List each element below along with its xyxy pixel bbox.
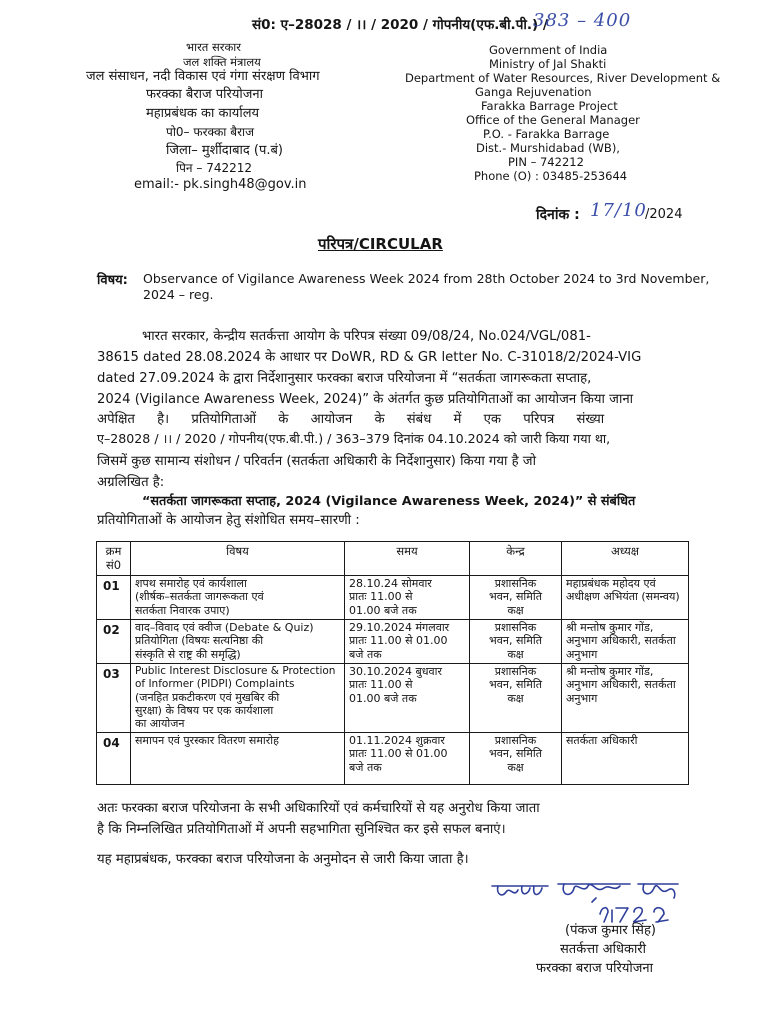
letterhead-hindi-project: फरक्का बैराज परियोजना bbox=[146, 87, 263, 102]
table-header-row bbox=[97, 542, 689, 576]
date-label: दिनांक : bbox=[536, 207, 580, 223]
table-cell-time: 30.10.2024 बुधवार प्रातः 11.00 से 01.00 बजे तक bbox=[345, 664, 470, 733]
table-cell-chair: सतर्कता अधिकारी bbox=[562, 732, 689, 784]
letterhead-hindi-office: महाप्रबंधक का कार्यालय bbox=[146, 106, 260, 121]
table-cell-time: 28.10.24 सोमवार प्रातः 11.00 से 01.00 बजे तक bbox=[345, 576, 470, 620]
signatory-organization: फरक्का बराज परियोजना bbox=[536, 961, 653, 976]
subject-text: Observance of Vigilance Awareness Week 2024 from 28th October 2024 to 3rd November, bbox=[143, 271, 710, 286]
signatory-designation: सतर्कत्ता अधिकारी bbox=[560, 942, 646, 957]
body-line: अग्रलिखित है: bbox=[97, 475, 165, 490]
table-cell-serial: 04 bbox=[97, 732, 131, 784]
table-cell-time: 01.11.2024 शुक्रवार प्रातः 11.00 से 01.00 बजे तक bbox=[345, 732, 470, 784]
table-cell-subject: शपथ समारोह एवं कार्यशाला (शीर्षक–सतर्कता जागरूकता एवं सतर्कता निवारक उपाए) bbox=[131, 576, 345, 620]
letterhead-email: email:- pk.singh48@gov.in bbox=[134, 177, 307, 192]
table-header: अध्यक्ष bbox=[562, 542, 689, 576]
letterhead-english-pin: PIN – 742212 bbox=[508, 155, 584, 169]
body-line: 2024 (Vigilance Awareness Week, 2024)” के अंतर्गत कुछ प्रतियोगिताओं का आयोजन किया जाना bbox=[97, 392, 634, 407]
letterhead-english-ministry: Ministry of Jal Shakti bbox=[489, 57, 607, 71]
body-line: ए–28028 / ।। / 2020 / गोपनीय(एफ.बी.पी.) / 363–379 दिनांक 04.10.2024 को जारी किया गया था, bbox=[97, 431, 611, 446]
table-cell-serial: 02 bbox=[97, 620, 131, 664]
subject-label: विषय: bbox=[97, 273, 128, 288]
closing-line: अतः फरक्का बराज परियोजना के सभी अधिकारियों एवं कर्मचारियों से यह अनुरोध किया जाता bbox=[97, 801, 540, 816]
table-header: समय bbox=[345, 542, 470, 576]
letterhead-english-po: P.O. - Farakka Barrage bbox=[483, 127, 610, 141]
subject-text-cont: 2024 – reg. bbox=[143, 287, 214, 302]
table-cell-chair: श्री मन्तोष कुमार गोंड, अनुभाग अधिकारी, सतर्कता अनुभाग bbox=[562, 664, 689, 733]
table-cell-serial: 03 bbox=[97, 664, 131, 733]
table-cell-chair: श्री मन्तोष कुमार गोंड, अनुभाग अधिकारी, सतर्कता अनुभाग bbox=[562, 620, 689, 664]
table-cell-subject: Public Interest Disclosure & Protection of Informer (PIDPI) Complaints (जनहित प्रकटीकरण एवं मुखबिर की सुरक्षा) के विषय पर एक कार्यशाला का आयोजन bbox=[131, 664, 345, 733]
table-cell-chair: महाप्रबंधक महोदय एवं अधीक्षण अभियंता (समन्वय) bbox=[562, 576, 689, 620]
letterhead-english-govt: Government of India bbox=[489, 43, 608, 57]
table-cell-subject: वाद–विवाद एवं क्वीज (Debate & Quiz) प्रतियोगिता (विषयः सत्यनिष्ठा की संस्कृति से राष्ट्र की समृद्धि) bbox=[131, 620, 345, 664]
handwritten-reference-range: 383 – 400 bbox=[533, 10, 632, 31]
letterhead-english-project: Farakka Barrage Project bbox=[481, 99, 618, 113]
table-cell-serial: 01 bbox=[97, 576, 131, 620]
body-line: जिसमें कुछ सामान्य संशोधन / परिवर्तन (सतर्कता अधिकारी के निर्देशानुसार) किया गया है जो bbox=[97, 454, 537, 469]
letterhead-hindi-department: जल संसाधन, नदी विकास एवं गंगा संरक्षण विभाग bbox=[86, 69, 320, 84]
table-header: क्रम सं0 bbox=[97, 542, 131, 576]
letterhead-english-department-cont: Ganga Rejuvenation bbox=[475, 85, 592, 99]
table-row bbox=[97, 732, 689, 784]
table-row bbox=[97, 620, 689, 664]
table-header: विषय bbox=[131, 542, 345, 576]
body-line-emphasis: “सतर्कता जागरूकता सप्ताह, 2024 (Vigilance Awareness Week, 2024)” से संबंधित bbox=[142, 494, 636, 509]
signatory-name: (पंकज कुमार सिंह) bbox=[565, 923, 656, 938]
letterhead-english-office: Office of the General Manager bbox=[466, 113, 640, 127]
body-line: प्रतियोगिताओं के आयोजन हेतु संशोधित समय–सारणी : bbox=[97, 513, 360, 528]
table-cell-venue: प्रशासनिक भवन, समिति कक्ष bbox=[470, 664, 562, 733]
table-cell-time: 29.10.2024 मंगलवार प्रातः 11.00 से 01.00 बजे तक bbox=[345, 620, 470, 664]
table-row bbox=[97, 664, 689, 733]
date-year: /2024 bbox=[645, 207, 683, 222]
letterhead-hindi-po: पो0– फरक्का बैराज bbox=[166, 125, 254, 139]
letterhead-english-department: Department of Water Resources, River Development & bbox=[405, 71, 721, 85]
body-line: अपेक्षित है। प्रतियोगिताओं के आयोजन के संबंध में एक परिपत्र संख्या bbox=[97, 412, 605, 427]
schedule-table bbox=[96, 541, 689, 785]
letterhead-hindi-district: जिला– मुर्शीदाबाद (प.बं) bbox=[166, 143, 283, 158]
table-cell-subject: समापन एवं पुरस्कार वितरण समारोह bbox=[131, 732, 345, 784]
letterhead-hindi-ministry: जल शक्ति मंत्रालय bbox=[183, 55, 261, 69]
body-line: dated 27.09.2024 के द्वारा निर्देशानुसार फरक्का बराज परियोजना में “सतर्कता जागरूकता सप्ताह, bbox=[97, 371, 592, 386]
reference-number: सं0: ए–28028 / ।। / 2020 / गोपनीय(एफ.बी.पी.) / bbox=[252, 17, 548, 33]
body-line: 38615 dated 28.08.2024 के आधार पर DoWR, RD & GR letter No. C-31018/2/2024-VIG bbox=[97, 350, 642, 365]
closing-line: है कि निम्नलिखित प्रतियोगिताओं में अपनी सहभागिता सुनिश्चित कर इसे सफल बनाएं। bbox=[97, 822, 506, 837]
table-header: केन्द्र bbox=[470, 542, 562, 576]
table-cell-venue: प्रशासनिक भवन, समिति कक्ष bbox=[470, 576, 562, 620]
letterhead-hindi-govt: भारत सरकार bbox=[186, 40, 241, 54]
letterhead-english-district: Dist.- Murshidabad (WB), bbox=[476, 141, 620, 155]
handwritten-date: 17/10 bbox=[590, 200, 647, 221]
table-row bbox=[97, 576, 689, 620]
circular-title: परिपत्र/CIRCULAR bbox=[318, 235, 443, 253]
letterhead-hindi-pin: पिन – 742212 bbox=[176, 161, 253, 175]
closing-line: यह महाप्रबंधक, फरक्का बराज परियोजना के अनुमोदन से जारी किया जाता है। bbox=[97, 852, 469, 867]
table-cell-venue: प्रशासनिक भवन, समिति कक्ष bbox=[470, 732, 562, 784]
letterhead-english-phone: Phone (O) : 03485-253644 bbox=[474, 169, 628, 183]
table-cell-venue: प्रशासनिक भवन, समिति कक्ष bbox=[470, 620, 562, 664]
body-line: भारत सरकार, केन्द्रीय सतर्कत्ता आयोग के परिपत्र संख्या 09/08/24, No.024/VGL/081- bbox=[142, 329, 591, 344]
